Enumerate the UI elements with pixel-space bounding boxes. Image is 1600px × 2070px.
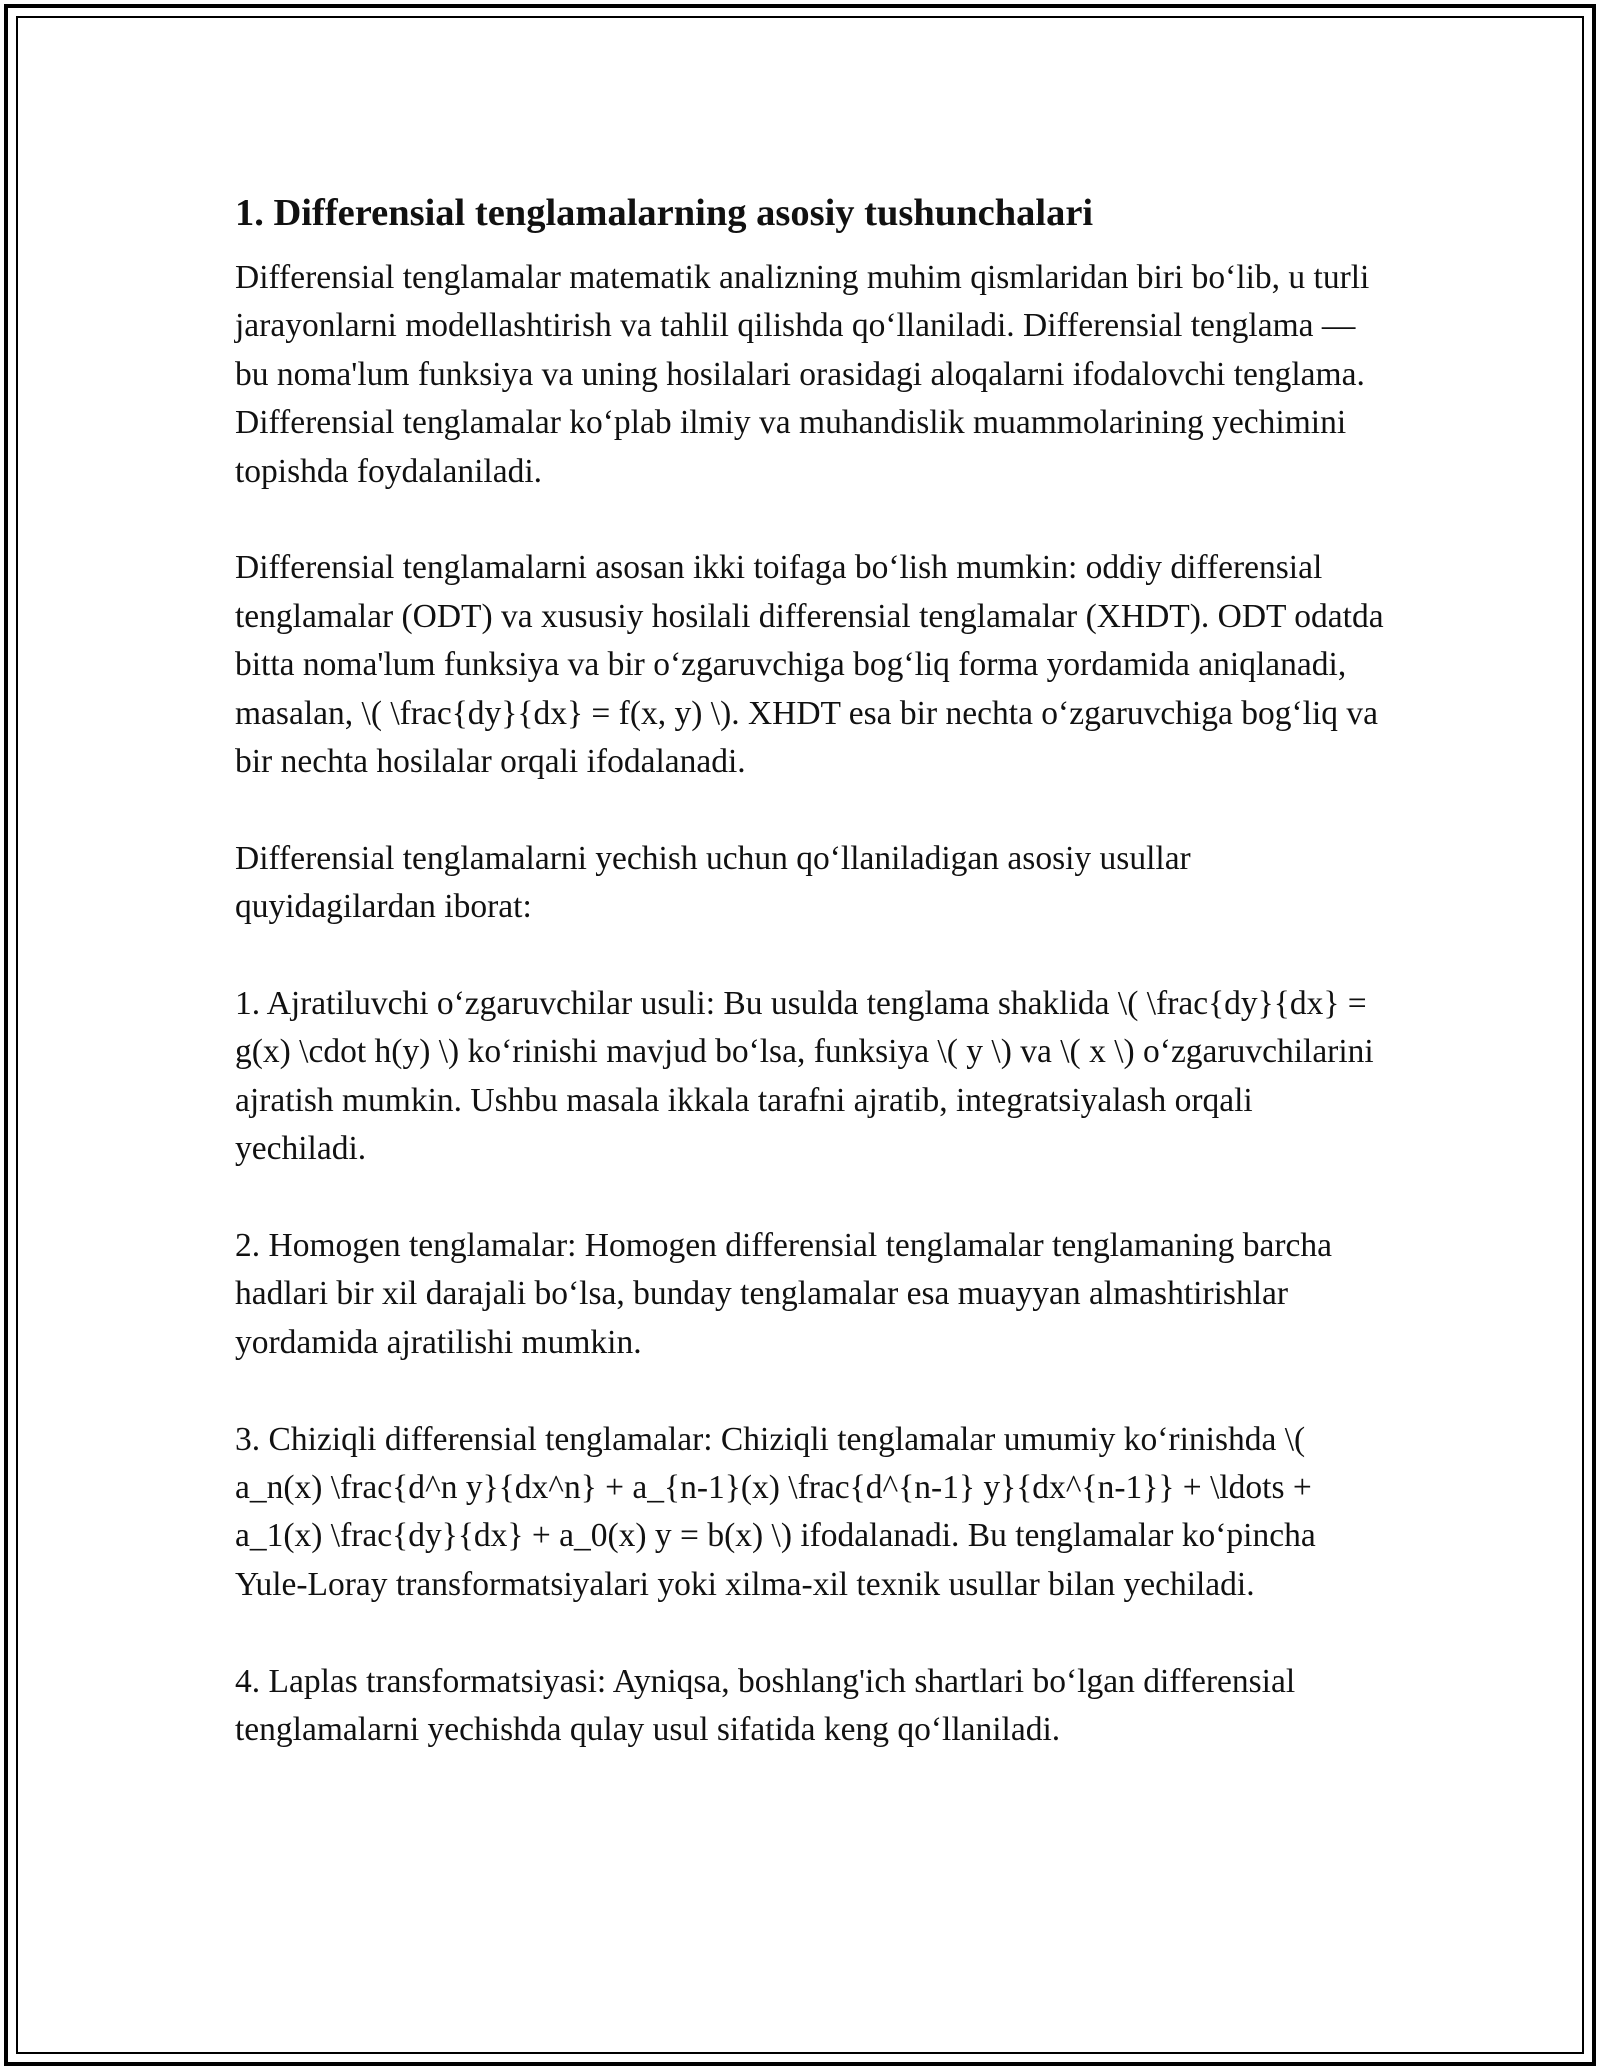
paragraph-method-laplace: 4. Laplas transformatsiyasi: Ayniqsa, boshlang'ich shartlari bo‘lgan differensial tenglamalarni yechishda qulay usul sifatida keng qo‘llaniladi. [235,1662,1296,1749]
paragraph-methods-intro: Differensial tenglamalarni yechish uchun qo‘llaniladigan asosiy usullar quyidagilardan iborat: [235,839,1191,926]
section-title: 1. Differensial tenglamalarning asosiy tushunchalari [235,192,1094,234]
paragraph-method-homogeneous: 2. Homogen tenglamalar: Homogen differensial tenglamalar tenglamaning barcha hadlari bir xil darajali bo‘lsa, bunday tenglamalar esa muayyan almashtirishlar yordamida ajratilishi mumkin. [235,1227,1333,1361]
paragraph-method-linear: 3. Chiziqli differensial tenglamalar: Chiziqli tenglamalar umumiy ko‘rinishda \( a_n(x) \frac{d^n y}{dx^n} + a_{n-1}(x) \frac{d^{n-1} y}{dx^{n-1}} + \ldots + a_1(x) \frac{dy}{dx} + a_0(x) y = b(x) \) ifodalanadi. Bu tenglamalar ko‘pincha Yule-Loray transformatsiyalari yoki xilma-xil texnik usullar bilan yechiladi. [235,1420,1316,1603]
document-body [235,188,1385,1803]
paragraph-types: Differensial tenglamalarni asosan ikki toifaga bo‘lish mumkin: oddiy differensial tenglamalar (ODT) va xususiy hosilali differensial tenglamalar (XHDT). ODT odatda bitta noma'lum funksiya va bir o‘zgaruvchiga bog‘liq forma yordamida aniqlanadi, masalan, \( \frac{dy}{dx} = f(x, y) \). XHDT esa bir nechta o‘zgaruvchiga bog‘liq va bir nechta hosilalar orqali ifodalanadi. [235,549,1384,781]
paragraph-intro: Differensial tenglamalar matematik analizning muhim qismlaridan biri bo‘lib, u turli jarayonlarni modellashtirish va tahlil qilishda qo‘llaniladi. Differensial tenglama — bu noma'lum funksiya va uning hosilalari orasidagi aloqalarni ifodalovchi tenglama. Differensial tenglamalar ko‘plab ilmiy va muhandislik muammolarining yechimini topishda foydalaniladi. [235,259,1370,490]
paragraph-method-separable: 1. Ajratiluvchi o‘zgaruvchilar usuli: Bu usulda tenglama shaklida \( \frac{dy}{dx} = g(x) \cdot h(y) \) ko‘rinishi mavjud bo‘lsa, funksiya \( y \) va \( x \) o‘zgaruvchilarini ajratish mumkin. Ushbu masala ikkala tarafni ajratib, integratsiyalash orqali yechiladi. [235,985,1374,1168]
